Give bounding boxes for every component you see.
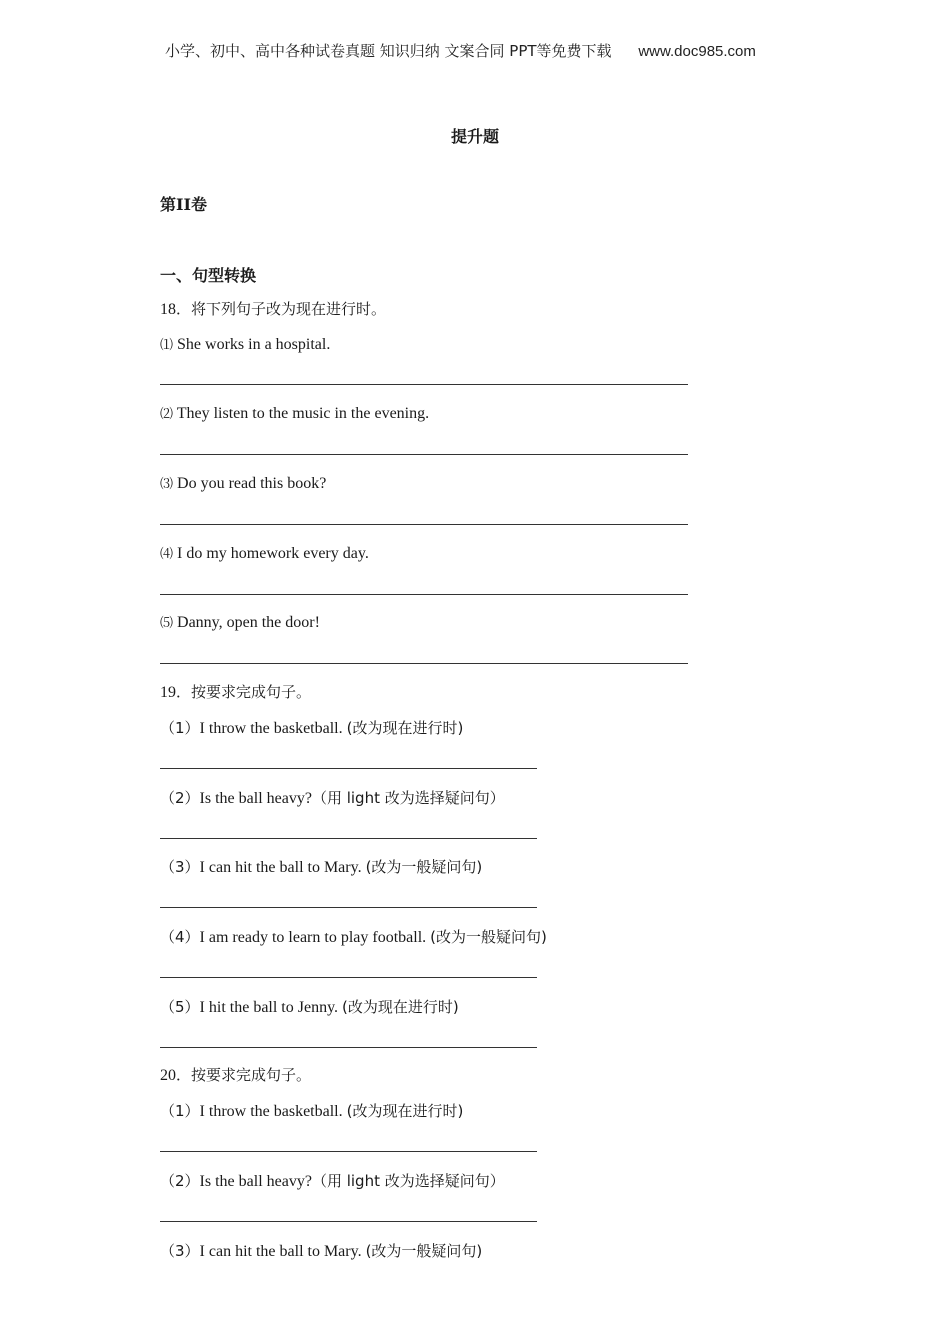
question-19-item-5 <box>160 996 459 1017</box>
question-19-item-4 <box>160 926 547 947</box>
question-18-item-5 <box>160 612 320 632</box>
item-marker: （3） <box>160 1242 200 1260</box>
item-marker: （1） <box>160 1102 200 1120</box>
answer-line[interactable] <box>160 454 688 455</box>
question-20-item-3 <box>160 1240 482 1261</box>
item-text: Danny, open the door! <box>177 614 320 631</box>
volume-heading: 第II卷 <box>160 195 207 214</box>
item-text: Is the ball heavy? <box>199 790 312 807</box>
item-text: I hit the ball to Jenny. <box>199 999 339 1016</box>
answer-line[interactable] <box>160 384 688 385</box>
question-18-item-1 <box>160 334 330 354</box>
page-title: 提升题 <box>450 127 499 146</box>
question-number: 19 <box>160 684 176 701</box>
item-marker: （2） <box>160 789 200 807</box>
question-prompt: 按要求完成句子。 <box>191 1066 312 1084</box>
item-marker: （4） <box>160 928 200 946</box>
item-note: （用 light 改为选择疑问句） <box>311 1172 505 1190</box>
item-marker: ⑵ <box>160 407 174 422</box>
question-18-item-3 <box>160 473 326 493</box>
answer-line[interactable] <box>160 768 537 769</box>
item-note: (改为现在进行时) <box>346 719 464 737</box>
question-prompt: 将下列句子改为现在进行时。 <box>191 300 387 318</box>
item-note: (改为一般疑问句) <box>365 1242 483 1260</box>
question-20-item-2 <box>160 1170 505 1191</box>
question-19-item-2 <box>160 787 505 808</box>
question-19-prompt: 19．按要求完成句子。 <box>160 683 312 701</box>
item-marker: （5） <box>160 998 200 1016</box>
item-text: She works in a hospital. <box>177 336 331 353</box>
question-19-item-3 <box>160 856 482 877</box>
item-marker: （2） <box>160 1172 200 1190</box>
item-text: Is the ball heavy? <box>199 1173 312 1190</box>
question-20-prompt: 20．按要求完成句子。 <box>160 1066 312 1084</box>
header-url: www.doc985.com <box>638 43 756 60</box>
page-header <box>165 40 756 61</box>
question-prompt: 按要求完成句子。 <box>191 683 312 701</box>
question-number: 20 <box>160 1067 176 1084</box>
item-text: I am ready to learn to play football. <box>199 929 427 946</box>
header-site-text: 小学、初中、高中各种试卷真题 知识归纳 文案合同 PPT等免费下载 <box>165 42 612 60</box>
section-heading: 一、句型转换 <box>160 266 257 285</box>
question-18-item-4 <box>160 543 369 563</box>
answer-line[interactable] <box>160 524 688 525</box>
answer-line[interactable] <box>160 1047 537 1048</box>
item-note: (改为现在进行时) <box>346 1102 464 1120</box>
item-text: I throw the basketball. <box>199 1103 343 1120</box>
item-note: (改为一般疑问句) <box>365 858 483 876</box>
answer-line[interactable] <box>160 663 688 664</box>
answer-line[interactable] <box>160 1151 537 1152</box>
item-marker: ⑸ <box>160 616 174 631</box>
item-note: （用 light 改为选择疑问句） <box>311 789 505 807</box>
question-18-prompt: 18．将下列句子改为现在进行时。 <box>160 300 387 318</box>
item-marker: （3） <box>160 858 200 876</box>
item-text: I can hit the ball to Mary. <box>199 1243 362 1260</box>
item-note: (改为现在进行时) <box>342 998 459 1016</box>
answer-line[interactable] <box>160 838 537 839</box>
answer-line[interactable] <box>160 594 688 595</box>
question-20-item-1 <box>160 1100 463 1121</box>
item-text: Do you read this book? <box>177 475 327 492</box>
item-marker: （1） <box>160 719 200 737</box>
item-marker: ⑶ <box>160 477 174 492</box>
item-note: (改为一般疑问句) <box>430 928 547 946</box>
question-number: 18 <box>160 301 176 318</box>
answer-line[interactable] <box>160 977 537 978</box>
item-text: I do my homework every day. <box>177 545 369 562</box>
item-text: I can hit the ball to Mary. <box>199 859 362 876</box>
question-19-item-1 <box>160 717 463 738</box>
item-marker: ⑴ <box>160 338 174 353</box>
answer-line[interactable] <box>160 907 537 908</box>
answer-line[interactable] <box>160 1221 537 1222</box>
item-marker: ⑷ <box>160 547 174 562</box>
question-18-item-2 <box>160 403 429 423</box>
item-text: They listen to the music in the evening. <box>176 405 430 422</box>
item-text: I throw the basketball. <box>199 720 343 737</box>
